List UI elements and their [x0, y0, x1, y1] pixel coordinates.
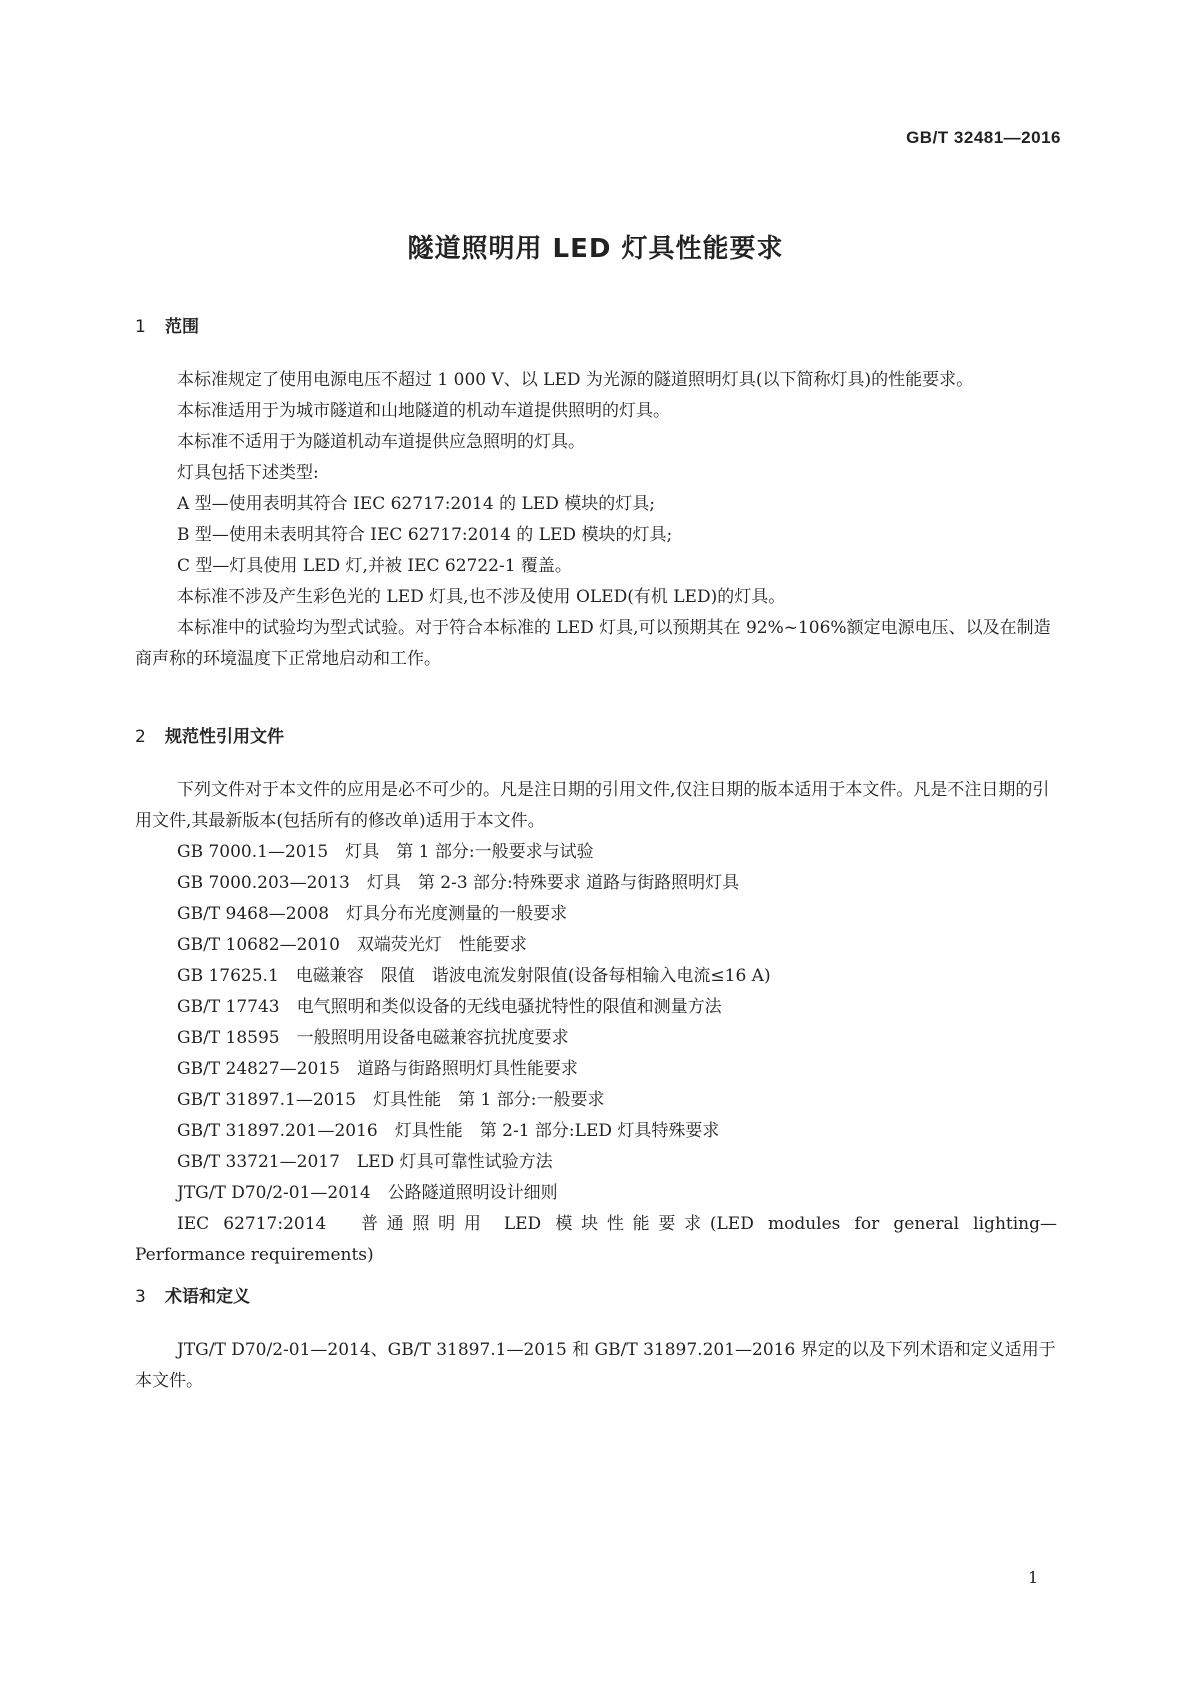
reference-item: IEC 62717:2014 普通照明用 LED 模块性能要求(LED modules for general lighting— — [177, 1214, 1057, 1234]
paragraph: 本标准不适用于为隧道机动车道提供应急照明的灯具。 — [177, 432, 585, 452]
section-number: 2 — [135, 727, 146, 747]
reference-item: JTG/T D70/2-01—2014 公路隧道照明设计细则 — [177, 1183, 558, 1203]
reference-item: GB/T 33721—2017 LED 灯具可靠性试验方法 — [177, 1152, 553, 1172]
section-1-heading — [135, 312, 199, 337]
section-3-body — [135, 1335, 1057, 1397]
document-title: 隧道照明用 LED 灯具性能要求 — [407, 234, 784, 264]
paragraph: 本标准不涉及产生彩色光的 LED 灯具,也不涉及使用 OLED(有机 LED)的灯具。 — [177, 587, 786, 607]
paragraph: 本标准适用于为城市隧道和山地隧道的机动车道提供照明的灯具。 — [177, 401, 670, 421]
reference-item: GB/T 9468—2008 灯具分布光度测量的一般要求 — [177, 904, 568, 924]
reference-item-continuation: Performance requirements) — [135, 1245, 374, 1265]
section-number: 3 — [135, 1287, 146, 1307]
section-2-body — [135, 775, 1057, 1271]
section-2-heading — [135, 722, 284, 747]
section-title: 术语和定义 — [165, 1287, 250, 1307]
reference-item: GB/T 17743 电气照明和类似设备的无线电骚扰特性的限值和测量方法 — [177, 997, 722, 1017]
page-number: 1 — [1028, 1568, 1039, 1587]
section-title: 范围 — [165, 317, 199, 337]
reference-item: GB/T 31897.1—2015 灯具性能 第 1 部分:一般要求 — [177, 1090, 605, 1110]
paragraph: JTG/T D70/2-01—2014、GB/T 31897.1—2015 和 GB/T 31897.201—2016 界定的以及下列术语和定义适用于本文件。 — [135, 1340, 1056, 1391]
reference-item: GB/T 31897.201—2016 灯具性能 第 2-1 部分:LED 灯具特殊要求 — [177, 1121, 720, 1141]
reference-item: GB/T 18595 一般照明用设备电磁兼容抗扰度要求 — [177, 1028, 569, 1048]
section-number: 1 — [135, 317, 146, 337]
section-1-body — [135, 365, 1057, 675]
paragraph: 下列文件对于本文件的应用是必不可少的。凡是注日期的引用文件,仅注日期的版本适用于本文件。凡是不注日期的引用文件,其最新版本(包括所有的修改单)适用于本文件。 — [135, 780, 1050, 831]
reference-item: GB/T 10682—2010 双端荧光灯 性能要求 — [177, 935, 527, 955]
paragraph: A 型—使用表明其符合 IEC 62717:2014 的 LED 模块的灯具; — [177, 494, 655, 514]
paragraph: B 型—使用未表明其符合 IEC 62717:2014 的 LED 模块的灯具; — [177, 525, 673, 545]
paragraph: 本标准规定了使用电源电压不超过 1 000 V、以 LED 为光源的隧道照明灯具(以下简称灯具)的性能要求。 — [177, 370, 974, 390]
paragraph: 灯具包括下述类型: — [177, 463, 319, 483]
section-3-heading — [135, 1282, 250, 1307]
paragraph: 本标准中的试验均为型式试验。对于符合本标准的 LED 灯具,可以预期其在 92%~106%额定电源电压、以及在制造商声称的环境温度下正常地启动和工作。 — [135, 618, 1051, 669]
document-id: GB/T 32481—2016 — [906, 128, 1061, 147]
paragraph: C 型—灯具使用 LED 灯,并被 IEC 62722-1 覆盖。 — [177, 556, 572, 576]
reference-item: GB/T 24827—2015 道路与街路照明灯具性能要求 — [177, 1059, 578, 1079]
reference-item: GB 17625.1 电磁兼容 限值 谐波电流发射限值(设备每相输入电流≤16 A) — [177, 966, 771, 986]
reference-item: GB 7000.203—2013 灯具 第 2-3 部分:特殊要求 道路与街路照明灯具 — [177, 873, 740, 893]
section-title: 规范性引用文件 — [165, 727, 284, 747]
reference-item: GB 7000.1—2015 灯具 第 1 部分:一般要求与试验 — [177, 842, 594, 862]
